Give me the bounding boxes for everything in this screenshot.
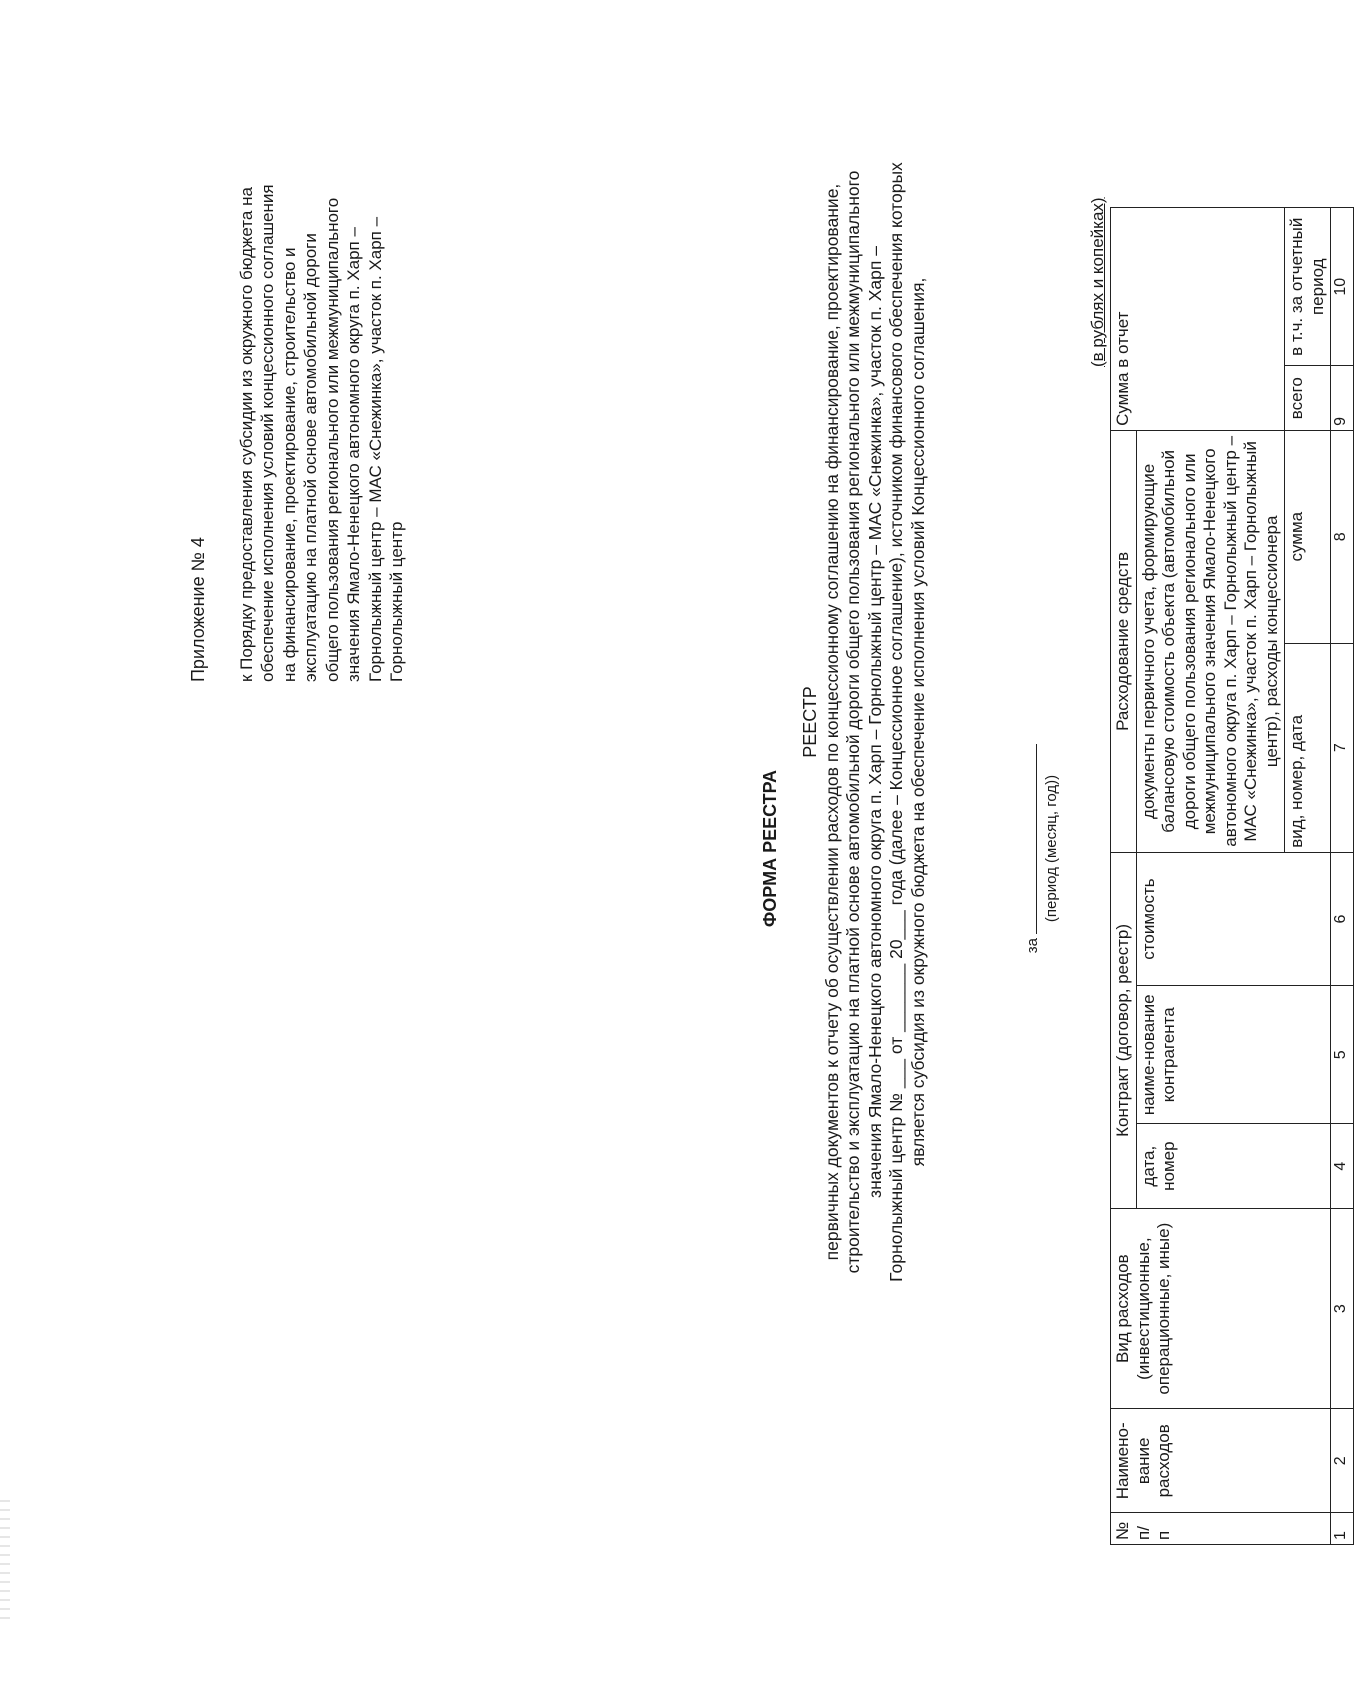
header-document-sum: сумма	[1285, 430, 1331, 643]
registry-line-2: строительство и эксплуатацию на платной основе автомобильной дороги общего пользования регионального или межмуниципального	[843, 170, 864, 1274]
registry-line-4: Горнолыжный центр № ___ от _______ 20___ года (далее – Концессионное соглашение), источником финансового обеспечения которых	[886, 162, 907, 1282]
form-title: ФОРМА РЕЕСТРА	[760, 769, 780, 928]
registry-word: РЕЕСТР	[800, 686, 820, 758]
period-note: (период (месяц, год))	[1043, 774, 1060, 923]
registry-line-1: первичных документов к отчету об осуществлении расходов по концессионному соглашению на финансирование, проектирование,	[821, 183, 842, 1261]
column-number: 2	[1331, 1409, 1354, 1513]
registry-heading	[800, 77, 930, 1367]
header-document-kind: вид, номер, дата	[1285, 643, 1331, 852]
column-number: 1	[1331, 1513, 1354, 1545]
header-reporting-period: в т.ч. за отчетный период	[1285, 208, 1331, 366]
annex-block	[188, 177, 408, 682]
header-report-sum: Сумма в отчет	[1111, 208, 1285, 431]
annex-text: к Порядку предоставления субсидии из окружного бюджета на обеспечение исполнения условий концессионного соглашения на финансирование, проектирование, строительство и эксплуатацию на платной основе автомобильной дороги общего пользования регионального или межмуниципального значения Ямало-Ненецкого автономного округа п. Харп – Горнолыжный центр – МАС «Снежинка», участок п. Харп – Горнолыжный центр	[236, 184, 406, 682]
column-number: 7	[1331, 643, 1354, 852]
unit-note: (в рублях и копейках)	[1088, 197, 1107, 367]
header-contract-party: наиме-нование контрагента	[1136, 986, 1331, 1124]
header-total: всего	[1285, 366, 1331, 430]
period-blank	[1020, 744, 1037, 934]
column-number: 5	[1331, 986, 1354, 1124]
period-line	[1020, 0, 1060, 1697]
registry-table	[1110, 207, 1354, 1545]
header-contract: Контракт (договор, реестр)	[1111, 852, 1137, 1208]
header-expense-type: Вид расходов (инвестиционные, операционные, иные)	[1111, 1209, 1331, 1409]
period-prefix: за	[1024, 937, 1041, 954]
header-spending-documents: документы первичного учета, формирующие балансовую стоимость объекта (автомобильной дороги общего пользования регионального или межмуниципального значения Ямало-Ненецкого автономного округа п. Харп – Горнолыжный центр – МАС «Снежинка», участок п. Харп – Горнолыжный центр), расходы концессионера	[1136, 430, 1285, 852]
header-number: № п/п	[1111, 1513, 1331, 1545]
column-number: 4	[1331, 1124, 1354, 1209]
header-expense-name: Наимено-вание расходов	[1111, 1409, 1331, 1513]
header-spending: Расходование средств	[1111, 430, 1137, 852]
column-number-row	[1331, 208, 1354, 1545]
header-contract-date-number: дата, номер	[1136, 1124, 1331, 1209]
annex-title: Приложение № 4	[188, 537, 208, 682]
column-number: 10	[1331, 208, 1354, 366]
registry-line-3: значения Ямало-Ненецкого автономного округа п. Харп – Горнолыжный центр – МАС «Снежинка», участок п. Харп –	[864, 246, 885, 1198]
column-number: 6	[1331, 852, 1354, 985]
column-number: 9	[1331, 366, 1354, 430]
registry-line-5: является субсидия из окружного бюджета на обеспечение исполнения условий Концессионного соглашения,	[907, 277, 928, 1167]
column-number: 3	[1331, 1209, 1354, 1409]
column-number: 8	[1331, 430, 1354, 643]
header-contract-cost: стоимость	[1136, 852, 1331, 985]
